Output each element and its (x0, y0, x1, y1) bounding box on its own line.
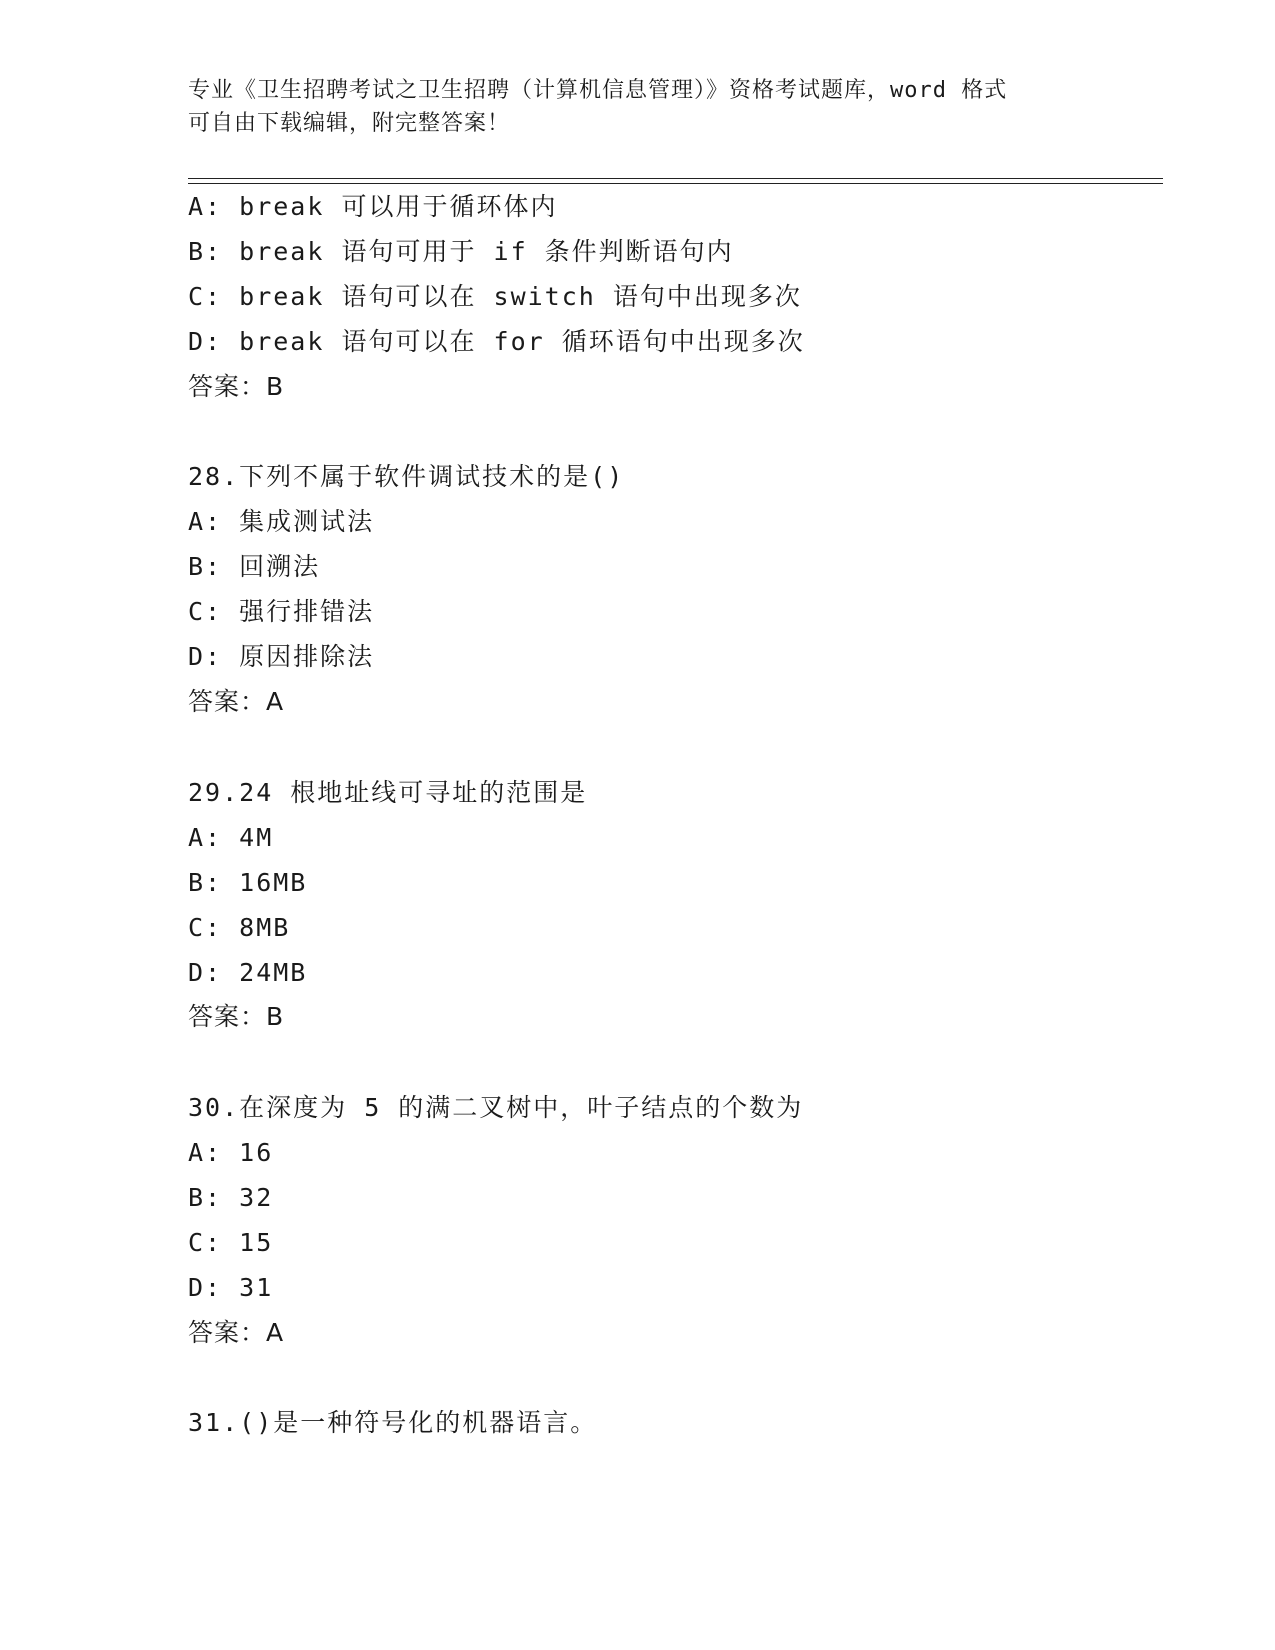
header-divider-bottom (188, 183, 1163, 184)
answer-line: 答案：B (188, 1002, 285, 1031)
option-a: A: 集成测试法 (188, 507, 375, 536)
answer-line: 答案：B (188, 372, 285, 401)
option-c: C: 强行排错法 (188, 597, 375, 626)
header-line-2: 可自由下载编辑，附完整答案！ (188, 111, 511, 136)
header-line-1: 专业《卫生招聘考试之卫生招聘（计算机信息管理）》资格考试题库，word 格式 (188, 78, 1008, 103)
option-a: A: 16 (188, 1138, 274, 1167)
option-c: C: 15 (188, 1228, 274, 1257)
question-29: 29.24 根地址线可寻址的范围是 (188, 778, 588, 807)
option-b: B: 32 (188, 1183, 274, 1212)
option-b: B: 16MB (188, 868, 308, 897)
option-d: D: 24MB (188, 958, 308, 987)
option-a: A: break 可以用于循环体内 (188, 192, 558, 221)
option-d: D: 原因排除法 (188, 642, 375, 671)
question-30: 30.在深度为 5 的满二叉树中，叶子结点的个数为 (188, 1093, 804, 1122)
question-31: 31.()是一种符号化的机器语言。 (188, 1408, 598, 1437)
option-a: A: 4M (188, 823, 274, 852)
question-28: 28.下列不属于软件调试技术的是() (188, 462, 625, 491)
answer-line: 答案：A (188, 687, 285, 716)
option-b: B: break 语句可用于 if 条件判断语句内 (188, 237, 734, 266)
option-d: D: 31 (188, 1273, 274, 1302)
option-c: C: 8MB (188, 913, 291, 942)
option-b: B: 回溯法 (188, 552, 321, 581)
document-header (188, 74, 1088, 140)
answer-line: 答案：A (188, 1318, 285, 1347)
option-c: C: break 语句可以在 switch 语句中出现多次 (188, 282, 802, 311)
header-divider-top (188, 178, 1163, 179)
option-d: D: break 语句可以在 for 循环语句中出现多次 (188, 327, 805, 356)
